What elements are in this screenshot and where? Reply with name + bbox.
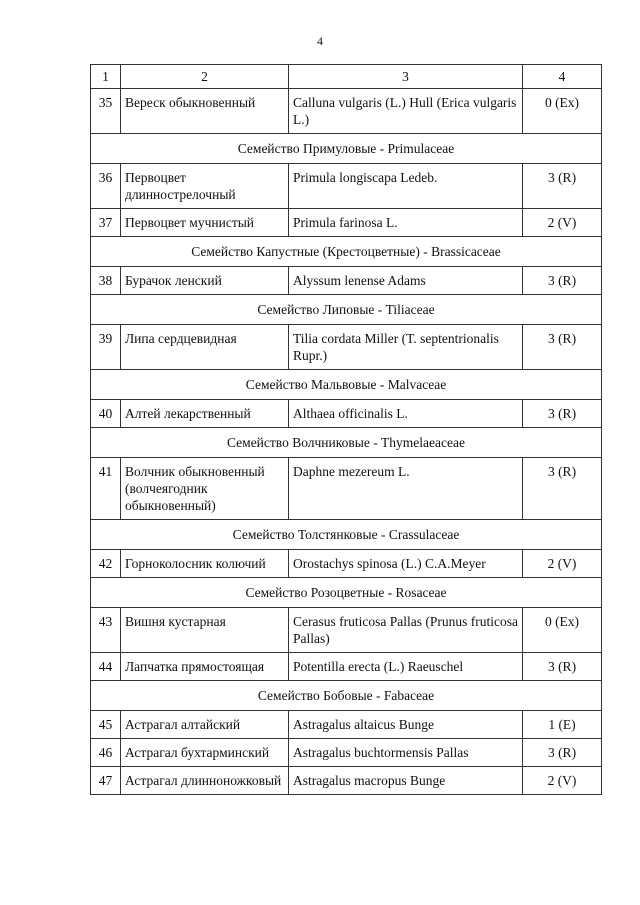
species-row (91, 267, 602, 295)
species-row (91, 89, 602, 134)
species-russian-name: Первоцвет мучнистый (121, 209, 289, 237)
species-row (91, 767, 602, 795)
header-col-3: 3 (289, 65, 523, 89)
species-row (91, 325, 602, 370)
species-russian-name: Волчник обыкновенный (волчеягодник обыкновенный) (121, 458, 289, 520)
species-latin-name: Althaea officinalis L. (289, 400, 523, 428)
species-status: 3 (R) (523, 739, 602, 767)
family-name: Семейство Липовые - Tiliaceae (91, 295, 602, 325)
species-row (91, 739, 602, 767)
species-latin-name: Daphne mezereum L. (289, 458, 523, 520)
species-row (91, 608, 602, 653)
species-table (90, 64, 602, 795)
family-name: Семейство Примуловые - Primulaceae (91, 134, 602, 164)
species-status: 0 (Ex) (523, 608, 602, 653)
species-status: 2 (V) (523, 550, 602, 578)
species-status: 3 (R) (523, 325, 602, 370)
species-russian-name: Липа сердцевидная (121, 325, 289, 370)
species-russian-name: Вереск обыкновенный (121, 89, 289, 134)
family-header-row (91, 370, 602, 400)
species-latin-name: Astragalus altaicus Bunge (289, 711, 523, 739)
species-status: 1 (E) (523, 711, 602, 739)
species-russian-name: Бурачок ленский (121, 267, 289, 295)
family-header-row (91, 520, 602, 550)
species-latin-name: Potentilla erecta (L.) Raeuschel (289, 653, 523, 681)
family-name: Семейство Капустные (Крестоцветные) - Brassicaceae (91, 237, 602, 267)
species-status: 3 (R) (523, 164, 602, 209)
species-number: 37 (91, 209, 121, 237)
species-status: 3 (R) (523, 267, 602, 295)
species-number: 47 (91, 767, 121, 795)
species-russian-name: Астрагал бухтарминский (121, 739, 289, 767)
species-table-body (91, 65, 602, 795)
species-latin-name: Tilia cordata Miller (T. septentrionalis Rupr.) (289, 325, 523, 370)
family-header-row (91, 237, 602, 267)
species-row (91, 164, 602, 209)
species-number: 43 (91, 608, 121, 653)
species-status: 0 (Ex) (523, 89, 602, 134)
page-number: 4 (317, 34, 323, 48)
species-status: 3 (R) (523, 653, 602, 681)
species-row (91, 653, 602, 681)
species-number: 42 (91, 550, 121, 578)
species-russian-name: Лапчатка прямостоящая (121, 653, 289, 681)
species-latin-name: Calluna vulgaris (L.) Hull (Erica vulgaris L.) (289, 89, 523, 134)
species-row (91, 400, 602, 428)
species-number: 45 (91, 711, 121, 739)
species-number: 38 (91, 267, 121, 295)
table-header-row (91, 65, 602, 89)
species-russian-name: Горноколосник колючий (121, 550, 289, 578)
family-header-row (91, 295, 602, 325)
species-number: 39 (91, 325, 121, 370)
family-header-row (91, 578, 602, 608)
species-russian-name: Вишня кустарная (121, 608, 289, 653)
species-latin-name: Alyssum lenense Adams (289, 267, 523, 295)
species-number: 40 (91, 400, 121, 428)
species-number: 44 (91, 653, 121, 681)
family-name: Семейство Толстянковые - Crassulaceae (91, 520, 602, 550)
species-row (91, 458, 602, 520)
header-col-2: 2 (121, 65, 289, 89)
family-header-row (91, 134, 602, 164)
species-latin-name: Orostachys spinosa (L.) C.A.Meyer (289, 550, 523, 578)
species-row (91, 550, 602, 578)
family-header-row (91, 428, 602, 458)
species-latin-name: Astragalus macropus Bunge (289, 767, 523, 795)
species-number: 41 (91, 458, 121, 520)
species-number: 46 (91, 739, 121, 767)
species-latin-name: Cerasus fruticosa Pallas (Prunus fruticosa Pallas) (289, 608, 523, 653)
family-name: Семейство Розоцветные - Rosaceae (91, 578, 602, 608)
header-col-4: 4 (523, 65, 602, 89)
species-number: 35 (91, 89, 121, 134)
species-status: 3 (R) (523, 458, 602, 520)
species-latin-name: Primula longiscapa Ledeb. (289, 164, 523, 209)
species-status: 2 (V) (523, 209, 602, 237)
family-name: Семейство Мальвовые - Malvaceae (91, 370, 602, 400)
species-russian-name: Алтей лекарственный (121, 400, 289, 428)
species-latin-name: Primula farinosa L. (289, 209, 523, 237)
species-status: 3 (R) (523, 400, 602, 428)
header-col-1: 1 (91, 65, 121, 89)
species-number: 36 (91, 164, 121, 209)
species-row (91, 711, 602, 739)
species-russian-name: Первоцвет длиннострелочный (121, 164, 289, 209)
species-latin-name: Astragalus buchtormensis Pallas (289, 739, 523, 767)
species-status: 2 (V) (523, 767, 602, 795)
family-name: Семейство Бобовые - Fabaceae (91, 681, 602, 711)
family-header-row (91, 681, 602, 711)
species-row (91, 209, 602, 237)
family-name: Семейство Волчниковые - Thymelaeaceae (91, 428, 602, 458)
species-russian-name: Астрагал алтайский (121, 711, 289, 739)
species-russian-name: Астрагал длинноножковый (121, 767, 289, 795)
